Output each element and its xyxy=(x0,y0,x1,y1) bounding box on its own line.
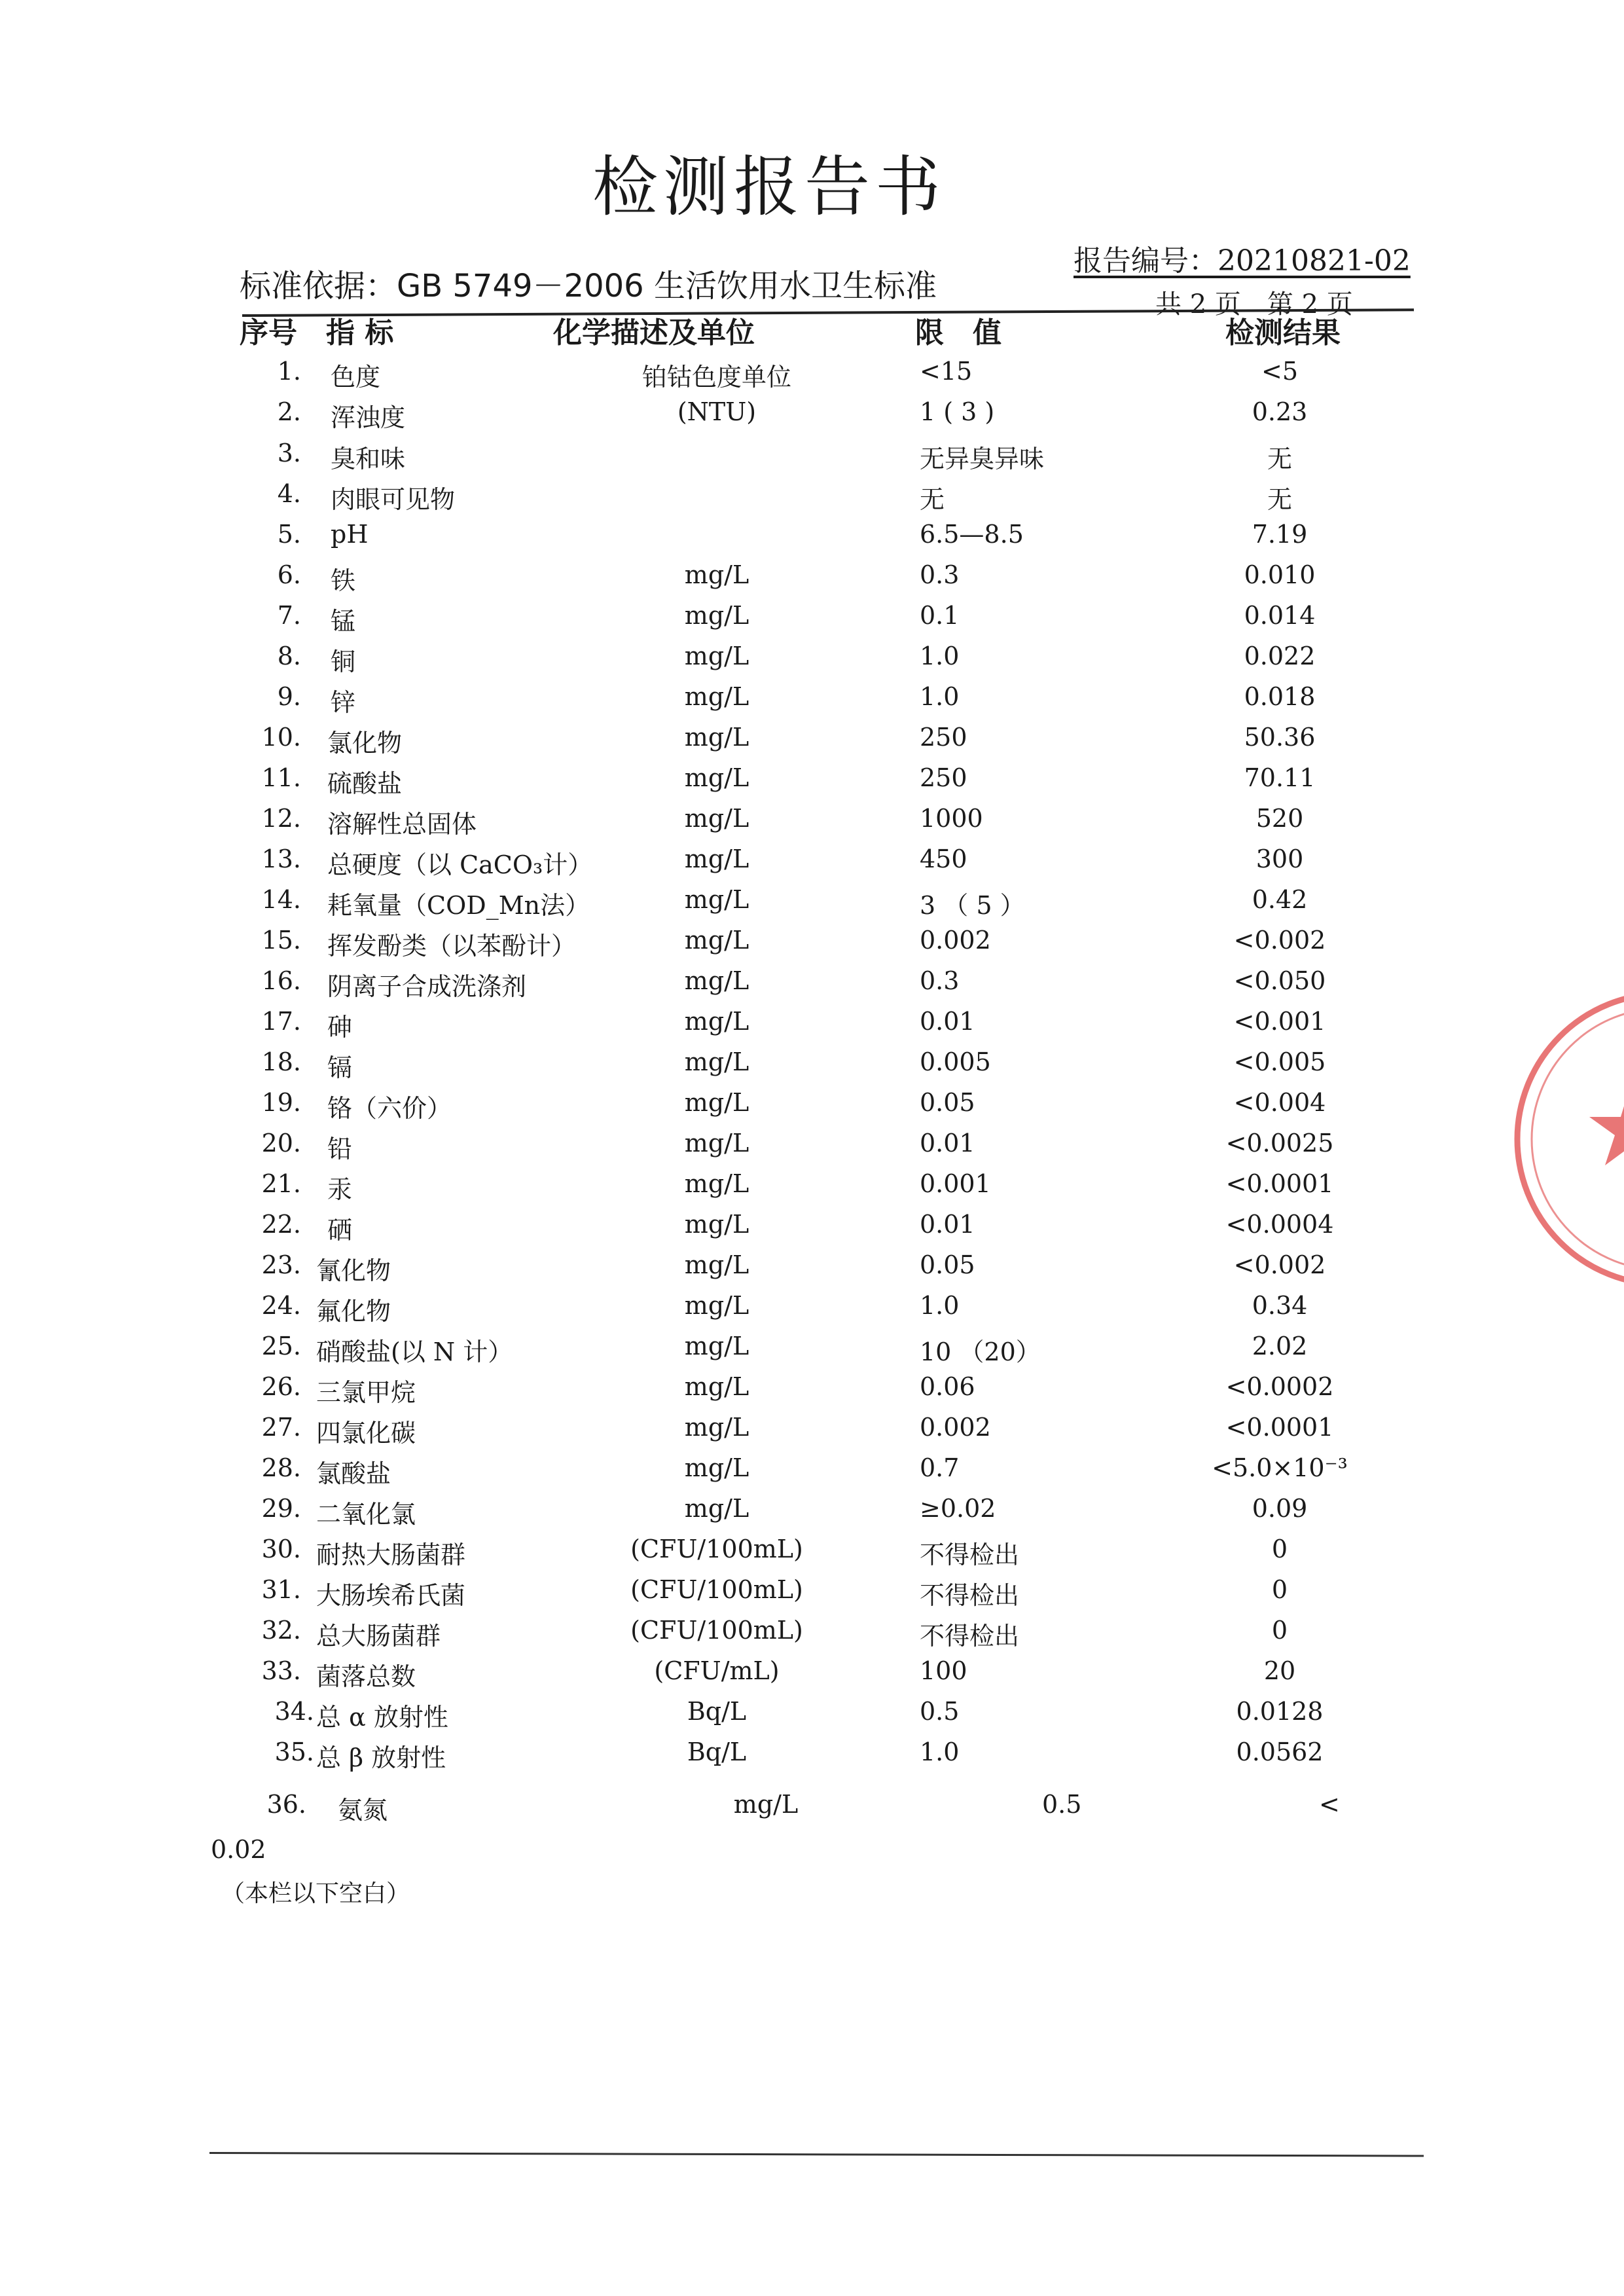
row36-result-value: 0.02 xyxy=(211,1835,266,1864)
row-index: 5. xyxy=(277,520,301,549)
row-index: 7. xyxy=(277,601,301,630)
row-result: 520 xyxy=(1255,804,1304,833)
row-result: 70.11 xyxy=(1244,763,1316,792)
row-limit: 1.0 xyxy=(920,682,960,711)
page-title: 检测报告书 xyxy=(592,149,946,225)
row-limit: 1000 xyxy=(920,804,983,833)
row-unit: (CFU/100mL) xyxy=(630,1535,803,1563)
header-limit: 限 值 xyxy=(915,316,1001,350)
row-name: 总 α 放射性 xyxy=(316,1703,448,1732)
row-name: 砷 xyxy=(327,1013,353,1042)
row-limit: 450 xyxy=(920,845,967,873)
table-row xyxy=(0,1453,1624,1493)
row-name: 锌 xyxy=(331,688,356,717)
row-result: <0.002 xyxy=(1233,926,1326,955)
row-index: 3. xyxy=(277,439,301,467)
row-result: <0.050 xyxy=(1233,966,1326,995)
row-unit: mg/L xyxy=(684,1413,749,1442)
row-index: 11. xyxy=(261,763,301,792)
row-index: 10. xyxy=(261,723,301,752)
row-name: 硒 xyxy=(327,1216,353,1245)
row-index: 20. xyxy=(261,1129,301,1157)
row-result: 0.010 xyxy=(1244,560,1316,589)
table-row xyxy=(0,479,1624,519)
row-name: 耗氧量（COD_Mn法） xyxy=(327,891,590,920)
row-name: 氟化物 xyxy=(316,1297,391,1326)
row-name: 总大肠菌群 xyxy=(316,1622,441,1650)
row-limit: 无异臭异味 xyxy=(920,445,1045,473)
row-limit: 0.7 xyxy=(920,1453,960,1482)
row-result: 无 xyxy=(1267,445,1292,473)
table-row xyxy=(0,1494,1624,1533)
row-result: <0.0002 xyxy=(1225,1372,1334,1401)
row-limit: 1.0 xyxy=(920,1738,960,1766)
row-name: 氯化物 xyxy=(327,729,403,757)
table-row xyxy=(0,1048,1624,1087)
row-result: 0.34 xyxy=(1252,1291,1308,1320)
row-unit: mg/L xyxy=(684,1129,749,1157)
row-name: pH xyxy=(331,520,369,549)
table-row xyxy=(0,601,1624,640)
row-result: 20 xyxy=(1263,1656,1296,1685)
row-limit: 10 （20） xyxy=(920,1338,1041,1366)
row-result: <0.0001 xyxy=(1225,1169,1334,1198)
row-result: 0.42 xyxy=(1252,885,1308,914)
row-name: 汞 xyxy=(327,1175,353,1204)
row-unit: mg/L xyxy=(684,1494,749,1523)
row-name: 色度 xyxy=(331,363,381,392)
row-unit: mg/L xyxy=(733,1790,799,1819)
row-name: 氨氮 xyxy=(338,1796,388,1825)
row-index: 9. xyxy=(277,682,301,711)
table-row xyxy=(0,1535,1624,1574)
row-result: <5.0×10⁻³ xyxy=(1212,1453,1348,1482)
row-name: 四氯化碳 xyxy=(316,1419,416,1448)
row-name: 铅 xyxy=(327,1135,353,1163)
table-row xyxy=(0,1656,1624,1696)
table-row xyxy=(0,1413,1624,1452)
row-result: 0.0562 xyxy=(1236,1738,1324,1766)
row-result: <0.0004 xyxy=(1225,1210,1334,1239)
row-limit: 0.002 xyxy=(920,926,991,955)
row-name: 铁 xyxy=(331,566,356,595)
row-index: 4. xyxy=(277,479,301,508)
row-result: 0.018 xyxy=(1244,682,1316,711)
row-limit: 0.5 xyxy=(920,1697,960,1726)
row-result: 0 xyxy=(1271,1616,1288,1645)
table-row xyxy=(0,966,1624,1006)
row-limit: 不得检出 xyxy=(920,1581,1020,1610)
standard-basis: 标准依据：GB 5749－2006 生活饮用水卫生标准 xyxy=(240,268,937,304)
row-index: 33. xyxy=(261,1656,301,1685)
row-limit: 0.3 xyxy=(920,966,960,995)
row-index: 19. xyxy=(261,1088,301,1117)
row-limit: 0.005 xyxy=(920,1048,991,1076)
row-limit: 1.0 xyxy=(920,642,960,670)
row-name: 铬（六价） xyxy=(327,1094,452,1123)
table-row xyxy=(0,926,1624,965)
row-index: 24. xyxy=(261,1291,301,1320)
row-unit: mg/L xyxy=(684,804,749,833)
table-row xyxy=(0,1291,1624,1330)
row-index: 30. xyxy=(261,1535,301,1563)
row-result-symbol: < xyxy=(1319,1790,1340,1819)
table-row xyxy=(0,845,1624,884)
row-index: 17. xyxy=(261,1007,301,1036)
row-result: <0.0001 xyxy=(1225,1413,1334,1442)
row-name: 阴离子合成洗涤剂 xyxy=(327,972,527,1001)
row-index: 32. xyxy=(261,1616,301,1645)
row-unit: mg/L xyxy=(684,1048,749,1076)
row-index: 16. xyxy=(261,966,301,995)
row-index: 15. xyxy=(261,926,301,955)
row-unit: mg/L xyxy=(684,1088,749,1117)
row-limit: 0.3 xyxy=(920,560,960,589)
row-index: 34. xyxy=(274,1697,314,1726)
table-row xyxy=(0,723,1624,762)
row-result: <0.005 xyxy=(1233,1048,1326,1076)
row-unit: Bq/L xyxy=(687,1697,747,1726)
row-name: 溶解性总固体 xyxy=(327,810,477,839)
row-index: 14. xyxy=(261,885,301,914)
row-limit: 1.0 xyxy=(920,1291,960,1320)
row-index: 28. xyxy=(261,1453,301,1482)
row-result: 50.36 xyxy=(1244,723,1316,752)
row-index: 22. xyxy=(261,1210,301,1239)
row-unit: mg/L xyxy=(684,682,749,711)
row-limit: 0.01 xyxy=(920,1007,975,1036)
row-index: 27. xyxy=(261,1413,301,1442)
row-index: 1. xyxy=(277,357,301,386)
row-name: 总 β 放射性 xyxy=(316,1743,446,1772)
row-limit: 不得检出 xyxy=(920,1622,1020,1650)
table-row xyxy=(0,520,1624,559)
table-row xyxy=(0,1007,1624,1046)
table-row xyxy=(0,1210,1624,1249)
row-name: 肉眼可见物 xyxy=(331,485,456,514)
row-name: 浑浊度 xyxy=(331,403,406,432)
row-limit: 0.05 xyxy=(920,1250,975,1279)
row-name: 氰化物 xyxy=(316,1256,391,1285)
table-row xyxy=(0,804,1624,843)
row-limit: 0.05 xyxy=(920,1088,975,1117)
row-unit: mg/L xyxy=(684,1169,749,1198)
row-result: 0.09 xyxy=(1252,1494,1308,1523)
row-name: 锰 xyxy=(331,607,356,636)
report-number: 报告编号：20210821-02 xyxy=(1074,244,1411,278)
row-limit: 0.06 xyxy=(920,1372,975,1401)
row-limit: 无 xyxy=(920,485,945,514)
row-unit: Bq/L xyxy=(687,1738,747,1766)
row-name: 硫酸盐 xyxy=(327,769,403,798)
row-index: 6. xyxy=(277,560,301,589)
row-unit: (CFU/100mL) xyxy=(630,1616,803,1645)
row-index: 18. xyxy=(261,1048,301,1076)
red-seal-stamp xyxy=(1499,989,1624,1303)
row-index: 35. xyxy=(274,1738,314,1766)
table-row xyxy=(0,763,1624,803)
row-unit: mg/L xyxy=(684,763,749,792)
table-row xyxy=(0,642,1624,681)
row-name: 臭和味 xyxy=(331,445,406,473)
header-unit: 化学描述及单位 xyxy=(553,316,755,350)
row-index: 8. xyxy=(277,642,301,670)
row-unit: mg/L xyxy=(684,1210,749,1239)
row-unit: mg/L xyxy=(684,1372,749,1401)
row-limit: 不得检出 xyxy=(920,1540,1020,1569)
table-row xyxy=(0,1372,1624,1412)
row-name: 挥发酚类（以苯酚计） xyxy=(327,932,577,960)
row-unit: mg/L xyxy=(684,926,749,955)
row-result: 300 xyxy=(1255,845,1304,873)
row-name: 三氯甲烷 xyxy=(316,1378,416,1407)
table-row xyxy=(0,1575,1624,1614)
row-name: 大肠埃希氏菌 xyxy=(316,1581,466,1610)
row-index: 2. xyxy=(277,397,301,426)
row-limit: 6.5—8.5 xyxy=(920,520,1024,549)
row-unit: mg/L xyxy=(684,723,749,752)
row-limit: 3 （ 5 ） xyxy=(920,891,1025,920)
row-index: 13. xyxy=(261,845,301,873)
table-row xyxy=(0,357,1624,396)
row-result: 2.02 xyxy=(1252,1332,1308,1360)
table-row xyxy=(0,1616,1624,1655)
row-limit: 0.01 xyxy=(920,1129,975,1157)
row-limit: 100 xyxy=(920,1656,967,1685)
row-unit: mg/L xyxy=(684,1291,749,1320)
row-result: 0.022 xyxy=(1244,642,1316,670)
row-unit: 铂钴色度单位 xyxy=(641,363,791,392)
row-result: 0.23 xyxy=(1252,397,1308,426)
row-unit: mg/L xyxy=(684,560,749,589)
row-result: 7.19 xyxy=(1252,520,1308,549)
row-limit: 0.001 xyxy=(920,1169,991,1198)
row-unit: mg/L xyxy=(684,966,749,995)
page-count: 共 2 页 第 2 页 xyxy=(1155,289,1353,319)
row-name: 二氧化氯 xyxy=(316,1500,416,1529)
row-unit: (NTU) xyxy=(677,397,757,426)
row-limit: <15 xyxy=(920,357,973,386)
row-result: <5 xyxy=(1261,357,1299,386)
row-name: 耐热大肠菌群 xyxy=(316,1540,466,1569)
row-limit: 0.01 xyxy=(920,1210,975,1239)
header-seq-item: 序号 指 标 xyxy=(240,316,394,350)
row-name: 菌落总数 xyxy=(316,1662,416,1691)
footer-rule xyxy=(209,2152,1424,2157)
table-row xyxy=(0,682,1624,721)
row-name: 铜 xyxy=(331,647,356,676)
row-index: 23. xyxy=(261,1250,301,1279)
table-row xyxy=(0,560,1624,600)
table-row xyxy=(0,1332,1624,1371)
row-index: 29. xyxy=(261,1494,301,1523)
table-row xyxy=(0,1697,1624,1736)
row-limit: 0.5 xyxy=(1042,1790,1082,1819)
row-name: 镉 xyxy=(327,1053,353,1082)
row-result: <0.0025 xyxy=(1225,1129,1334,1157)
row-result: 0.014 xyxy=(1244,601,1316,630)
table-row xyxy=(0,1738,1624,1777)
row-unit: (CFU/100mL) xyxy=(630,1575,803,1604)
table-row xyxy=(0,1129,1624,1168)
row-index: 12. xyxy=(261,804,301,833)
row-unit: mg/L xyxy=(684,1007,749,1036)
table-row xyxy=(0,1250,1624,1290)
row-limit: 1 ( 3 ) xyxy=(920,397,995,426)
row-limit: 0.002 xyxy=(920,1413,991,1442)
row-name: 总硬度（以 CaCO₃计） xyxy=(327,850,593,879)
row-index: 26. xyxy=(261,1372,301,1401)
table-row xyxy=(0,1790,1624,1829)
row-index: 36. xyxy=(266,1790,306,1819)
row-result: <0.002 xyxy=(1233,1250,1326,1279)
row-result: 0 xyxy=(1271,1575,1288,1604)
row-result: <0.004 xyxy=(1233,1088,1326,1117)
row-limit: ≥0.02 xyxy=(920,1494,996,1523)
row-index: 21. xyxy=(261,1169,301,1198)
row-result: 无 xyxy=(1267,485,1292,514)
row-name: 氯酸盐 xyxy=(316,1459,391,1488)
row-unit: mg/L xyxy=(684,601,749,630)
table-row xyxy=(0,1169,1624,1209)
table-row xyxy=(0,439,1624,478)
row-unit: mg/L xyxy=(684,642,749,670)
row-unit: mg/L xyxy=(684,1453,749,1482)
row-unit: (CFU/mL) xyxy=(654,1656,780,1685)
row-unit: mg/L xyxy=(684,1250,749,1279)
row-index: 31. xyxy=(261,1575,301,1604)
row-limit: 250 xyxy=(920,723,967,752)
header-result: 检测结果 xyxy=(1225,316,1341,350)
table-row xyxy=(0,885,1624,924)
row-result: <0.001 xyxy=(1233,1007,1326,1036)
row-unit: mg/L xyxy=(684,885,749,914)
row-limit: 0.1 xyxy=(920,601,960,630)
row-name: 硝酸盐(以 N 计） xyxy=(316,1338,513,1366)
row-unit: mg/L xyxy=(684,845,749,873)
table-row xyxy=(0,1088,1624,1127)
row-limit: 250 xyxy=(920,763,967,792)
row-result: 0 xyxy=(1271,1535,1288,1563)
table-row xyxy=(0,397,1624,437)
blank-note: （本栏以下空白） xyxy=(221,1880,410,1907)
row-index: 25. xyxy=(261,1332,301,1360)
row-result: 0.0128 xyxy=(1236,1697,1324,1726)
row-unit: mg/L xyxy=(684,1332,749,1360)
